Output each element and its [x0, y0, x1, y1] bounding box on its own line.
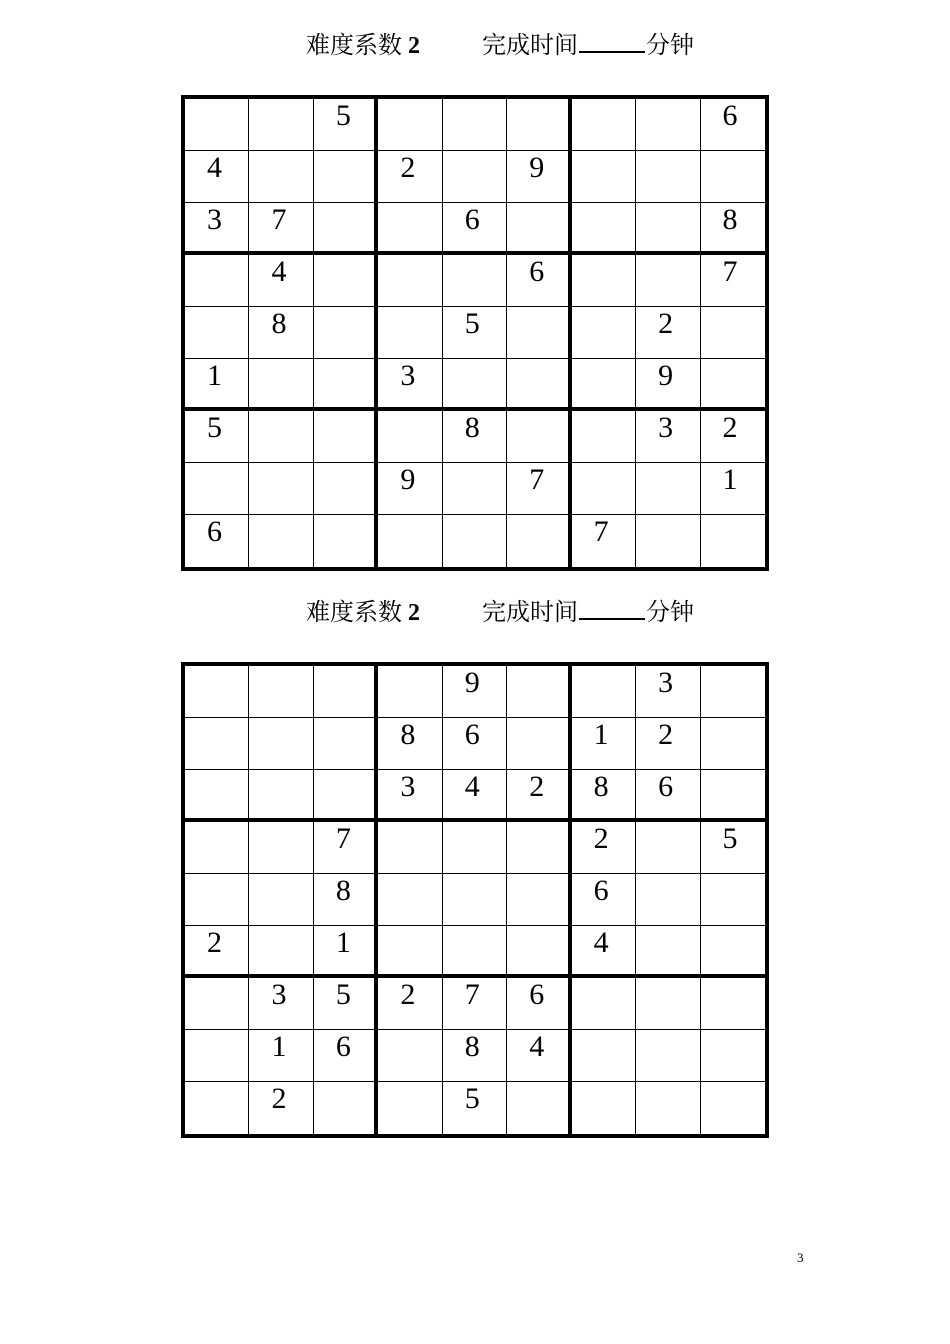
sudoku-cell[interactable] — [185, 822, 249, 874]
sudoku-cell[interactable] — [378, 307, 442, 359]
sudoku-cell[interactable] — [378, 99, 442, 151]
sudoku-cell[interactable] — [249, 770, 313, 822]
sudoku-cell[interactable]: 6 — [507, 978, 571, 1030]
sudoku-cell[interactable]: 2 — [185, 926, 249, 978]
sudoku-cell[interactable]: 4 — [572, 926, 636, 978]
sudoku-cell[interactable] — [378, 666, 442, 718]
sudoku-cell[interactable] — [249, 411, 313, 463]
sudoku-cell[interactable] — [636, 874, 700, 926]
sudoku-cell[interactable] — [185, 718, 249, 770]
sudoku-cell[interactable]: 1 — [701, 463, 765, 515]
sudoku-cell[interactable] — [507, 411, 571, 463]
sudoku-cell[interactable]: 6 — [185, 515, 249, 567]
sudoku-cell[interactable] — [378, 874, 442, 926]
sudoku-cell[interactable]: 5 — [314, 978, 378, 1030]
sudoku-cell[interactable]: 2 — [507, 770, 571, 822]
difficulty-label: 难度系数 — [306, 600, 402, 626]
sudoku-cell[interactable] — [443, 926, 507, 978]
sudoku-cell[interactable] — [701, 666, 765, 718]
sudoku-cell[interactable] — [314, 1082, 378, 1134]
sudoku-cell[interactable] — [636, 151, 700, 203]
sudoku-cell[interactable] — [443, 99, 507, 151]
sudoku-cell[interactable] — [314, 255, 378, 307]
sudoku-cell[interactable] — [507, 1082, 571, 1134]
sudoku-cell[interactable]: 7 — [701, 255, 765, 307]
sudoku-cell[interactable]: 6 — [507, 255, 571, 307]
sudoku-cell[interactable] — [701, 359, 765, 411]
sudoku-cell[interactable] — [249, 666, 313, 718]
sudoku-cell[interactable] — [185, 770, 249, 822]
sudoku-cell[interactable] — [443, 874, 507, 926]
completion-time-label: 完成时间 — [482, 33, 578, 59]
puzzle-1-heading — [0, 29, 950, 61]
sudoku-cell[interactable]: 3 — [249, 978, 313, 1030]
sudoku-cell[interactable]: 9 — [636, 359, 700, 411]
sudoku-cell[interactable] — [572, 1030, 636, 1082]
sudoku-cell[interactable] — [378, 822, 442, 874]
sudoku-cell[interactable] — [314, 718, 378, 770]
sudoku-cell[interactable] — [249, 151, 313, 203]
sudoku-cell[interactable] — [443, 515, 507, 567]
sudoku-cell[interactable] — [314, 151, 378, 203]
sudoku-cell[interactable] — [636, 978, 700, 1030]
sudoku-cell[interactable] — [572, 359, 636, 411]
sudoku-cell[interactable] — [507, 874, 571, 926]
sudoku-cell[interactable] — [572, 151, 636, 203]
sudoku-cell[interactable]: 1 — [572, 718, 636, 770]
sudoku-cell[interactable] — [572, 307, 636, 359]
sudoku-cell[interactable] — [443, 151, 507, 203]
sudoku-cell[interactable]: 4 — [443, 770, 507, 822]
sudoku-cell[interactable]: 8 — [378, 718, 442, 770]
sudoku-cell[interactable] — [636, 463, 700, 515]
sudoku-cell[interactable] — [572, 978, 636, 1030]
sudoku-cell[interactable]: 6 — [572, 874, 636, 926]
sudoku-cell[interactable]: 5 — [443, 307, 507, 359]
sudoku-cell[interactable] — [249, 99, 313, 151]
sudoku-cell[interactable] — [507, 822, 571, 874]
sudoku-cell[interactable] — [636, 822, 700, 874]
sudoku-cell[interactable]: 8 — [249, 307, 313, 359]
sudoku-cell[interactable] — [701, 151, 765, 203]
sudoku-cell[interactable] — [507, 666, 571, 718]
sudoku-cell[interactable] — [249, 515, 313, 567]
sudoku-cell[interactable]: 7 — [443, 978, 507, 1030]
sudoku-cell[interactable]: 3 — [636, 666, 700, 718]
sudoku-cell[interactable]: 5 — [185, 411, 249, 463]
sudoku-cell[interactable]: 4 — [185, 151, 249, 203]
sudoku-cell[interactable] — [378, 1030, 442, 1082]
sudoku-cell[interactable] — [507, 307, 571, 359]
sudoku-cell[interactable]: 7 — [249, 203, 313, 255]
sudoku-cell[interactable]: 5 — [443, 1082, 507, 1134]
sudoku-cell[interactable] — [701, 926, 765, 978]
sudoku-cell[interactable] — [185, 666, 249, 718]
sudoku-cell[interactable]: 6 — [443, 203, 507, 255]
sudoku-cell[interactable] — [636, 203, 700, 255]
sudoku-cell[interactable] — [249, 874, 313, 926]
sudoku-cell[interactable]: 2 — [249, 1082, 313, 1134]
puzzle-2-heading — [0, 596, 950, 628]
sudoku-cell[interactable]: 2 — [636, 718, 700, 770]
sudoku-cell[interactable] — [443, 255, 507, 307]
sudoku-cell[interactable]: 9 — [507, 151, 571, 203]
sudoku-cell[interactable] — [507, 203, 571, 255]
sudoku-cell[interactable] — [314, 359, 378, 411]
sudoku-cell[interactable] — [701, 978, 765, 1030]
sudoku-cell[interactable] — [507, 99, 571, 151]
sudoku-cell[interactable] — [185, 1030, 249, 1082]
time-unit: 分钟 — [646, 600, 694, 626]
sudoku-cell[interactable] — [701, 770, 765, 822]
sudoku-cell[interactable] — [636, 99, 700, 151]
sudoku-cell[interactable] — [378, 255, 442, 307]
sudoku-cell[interactable]: 5 — [314, 99, 378, 151]
sudoku-cell[interactable] — [507, 359, 571, 411]
difficulty-label: 难度系数 — [306, 33, 402, 59]
sudoku-cell[interactable] — [314, 770, 378, 822]
sudoku-cell[interactable] — [378, 1082, 442, 1134]
sudoku-cell[interactable]: 7 — [572, 515, 636, 567]
sudoku-cell[interactable] — [636, 1030, 700, 1082]
sudoku-cell[interactable] — [249, 463, 313, 515]
sudoku-cell[interactable] — [701, 1030, 765, 1082]
sudoku-cell[interactable] — [636, 1082, 700, 1134]
sudoku-cell[interactable]: 1 — [249, 1030, 313, 1082]
sudoku-cell[interactable] — [701, 718, 765, 770]
sudoku-cell[interactable]: 2 — [636, 307, 700, 359]
sudoku-cell[interactable] — [314, 515, 378, 567]
sudoku-cell[interactable] — [701, 515, 765, 567]
sudoku-cell[interactable]: 6 — [443, 718, 507, 770]
sudoku-cell[interactable] — [572, 203, 636, 255]
sudoku-cell[interactable] — [249, 822, 313, 874]
sudoku-cell[interactable] — [636, 255, 700, 307]
sudoku-cell[interactable] — [701, 1082, 765, 1134]
sudoku-cell[interactable]: 5 — [701, 822, 765, 874]
sudoku-cell[interactable]: 3 — [636, 411, 700, 463]
sudoku-cell[interactable] — [378, 203, 442, 255]
sudoku-cell[interactable] — [185, 99, 249, 151]
sudoku-cell[interactable] — [572, 666, 636, 718]
sudoku-grid-1 — [181, 95, 769, 571]
sudoku-cell[interactable] — [443, 359, 507, 411]
sudoku-cell[interactable] — [378, 926, 442, 978]
sudoku-cell[interactable]: 8 — [701, 203, 765, 255]
sudoku-cell[interactable]: 9 — [443, 666, 507, 718]
time-unit: 分钟 — [646, 33, 694, 59]
page-number: 3 — [797, 1250, 804, 1265]
completion-time-blank[interactable] — [579, 29, 645, 53]
sudoku-cell[interactable] — [572, 1082, 636, 1134]
sudoku-cell[interactable] — [249, 359, 313, 411]
sudoku-cell[interactable]: 7 — [314, 822, 378, 874]
difficulty-value: 2 — [408, 33, 420, 59]
sudoku-cell[interactable]: 1 — [185, 359, 249, 411]
sudoku-cell[interactable]: 8 — [443, 411, 507, 463]
sudoku-cell[interactable] — [378, 515, 442, 567]
sudoku-cell[interactable] — [507, 926, 571, 978]
sudoku-cell[interactable] — [249, 926, 313, 978]
sudoku-cell[interactable]: 8 — [443, 1030, 507, 1082]
sudoku-cell[interactable] — [249, 718, 313, 770]
sudoku-cell[interactable]: 3 — [378, 770, 442, 822]
sudoku-cell[interactable] — [185, 978, 249, 1030]
sudoku-cell[interactable] — [314, 666, 378, 718]
sudoku-cell[interactable] — [185, 463, 249, 515]
sudoku-cell[interactable]: 3 — [378, 359, 442, 411]
completion-time-label: 完成时间 — [482, 600, 578, 626]
sudoku-cell[interactable] — [636, 926, 700, 978]
sudoku-cell[interactable]: 2 — [378, 151, 442, 203]
sudoku-cell[interactable]: 6 — [701, 99, 765, 151]
sudoku-grid-2 — [181, 662, 769, 1138]
sudoku-cell[interactable]: 4 — [507, 1030, 571, 1082]
sudoku-cell[interactable]: 9 — [378, 463, 442, 515]
sudoku-cell[interactable]: 7 — [507, 463, 571, 515]
sudoku-cell[interactable] — [572, 463, 636, 515]
sudoku-cell[interactable]: 2 — [378, 978, 442, 1030]
sudoku-cell[interactable]: 6 — [314, 1030, 378, 1082]
sudoku-cell[interactable]: 4 — [249, 255, 313, 307]
sudoku-cell[interactable] — [572, 99, 636, 151]
sudoku-cell[interactable] — [701, 874, 765, 926]
sudoku-cell[interactable] — [443, 822, 507, 874]
sudoku-cell[interactable]: 2 — [572, 822, 636, 874]
sudoku-cell[interactable] — [185, 255, 249, 307]
sudoku-cell[interactable]: 8 — [572, 770, 636, 822]
sudoku-cell[interactable] — [314, 411, 378, 463]
sudoku-cell[interactable]: 2 — [701, 411, 765, 463]
sudoku-cell[interactable] — [185, 1082, 249, 1134]
sudoku-cell[interactable] — [507, 718, 571, 770]
sudoku-cell[interactable] — [378, 411, 442, 463]
sudoku-cell[interactable] — [185, 874, 249, 926]
sudoku-cell[interactable] — [443, 463, 507, 515]
sudoku-cell[interactable] — [314, 203, 378, 255]
sudoku-cell[interactable] — [507, 515, 571, 567]
sudoku-cell[interactable] — [701, 307, 765, 359]
sudoku-cell[interactable]: 8 — [314, 874, 378, 926]
sudoku-cell[interactable] — [314, 307, 378, 359]
difficulty-value: 2 — [408, 600, 420, 626]
sudoku-cell[interactable] — [314, 463, 378, 515]
sudoku-cell[interactable] — [572, 411, 636, 463]
sudoku-cell[interactable]: 6 — [636, 770, 700, 822]
sudoku-cell[interactable]: 3 — [185, 203, 249, 255]
sudoku-cell[interactable] — [572, 255, 636, 307]
completion-time-blank[interactable] — [579, 596, 645, 620]
sudoku-cell[interactable]: 1 — [314, 926, 378, 978]
sudoku-cell[interactable] — [185, 307, 249, 359]
sudoku-cell[interactable] — [636, 515, 700, 567]
